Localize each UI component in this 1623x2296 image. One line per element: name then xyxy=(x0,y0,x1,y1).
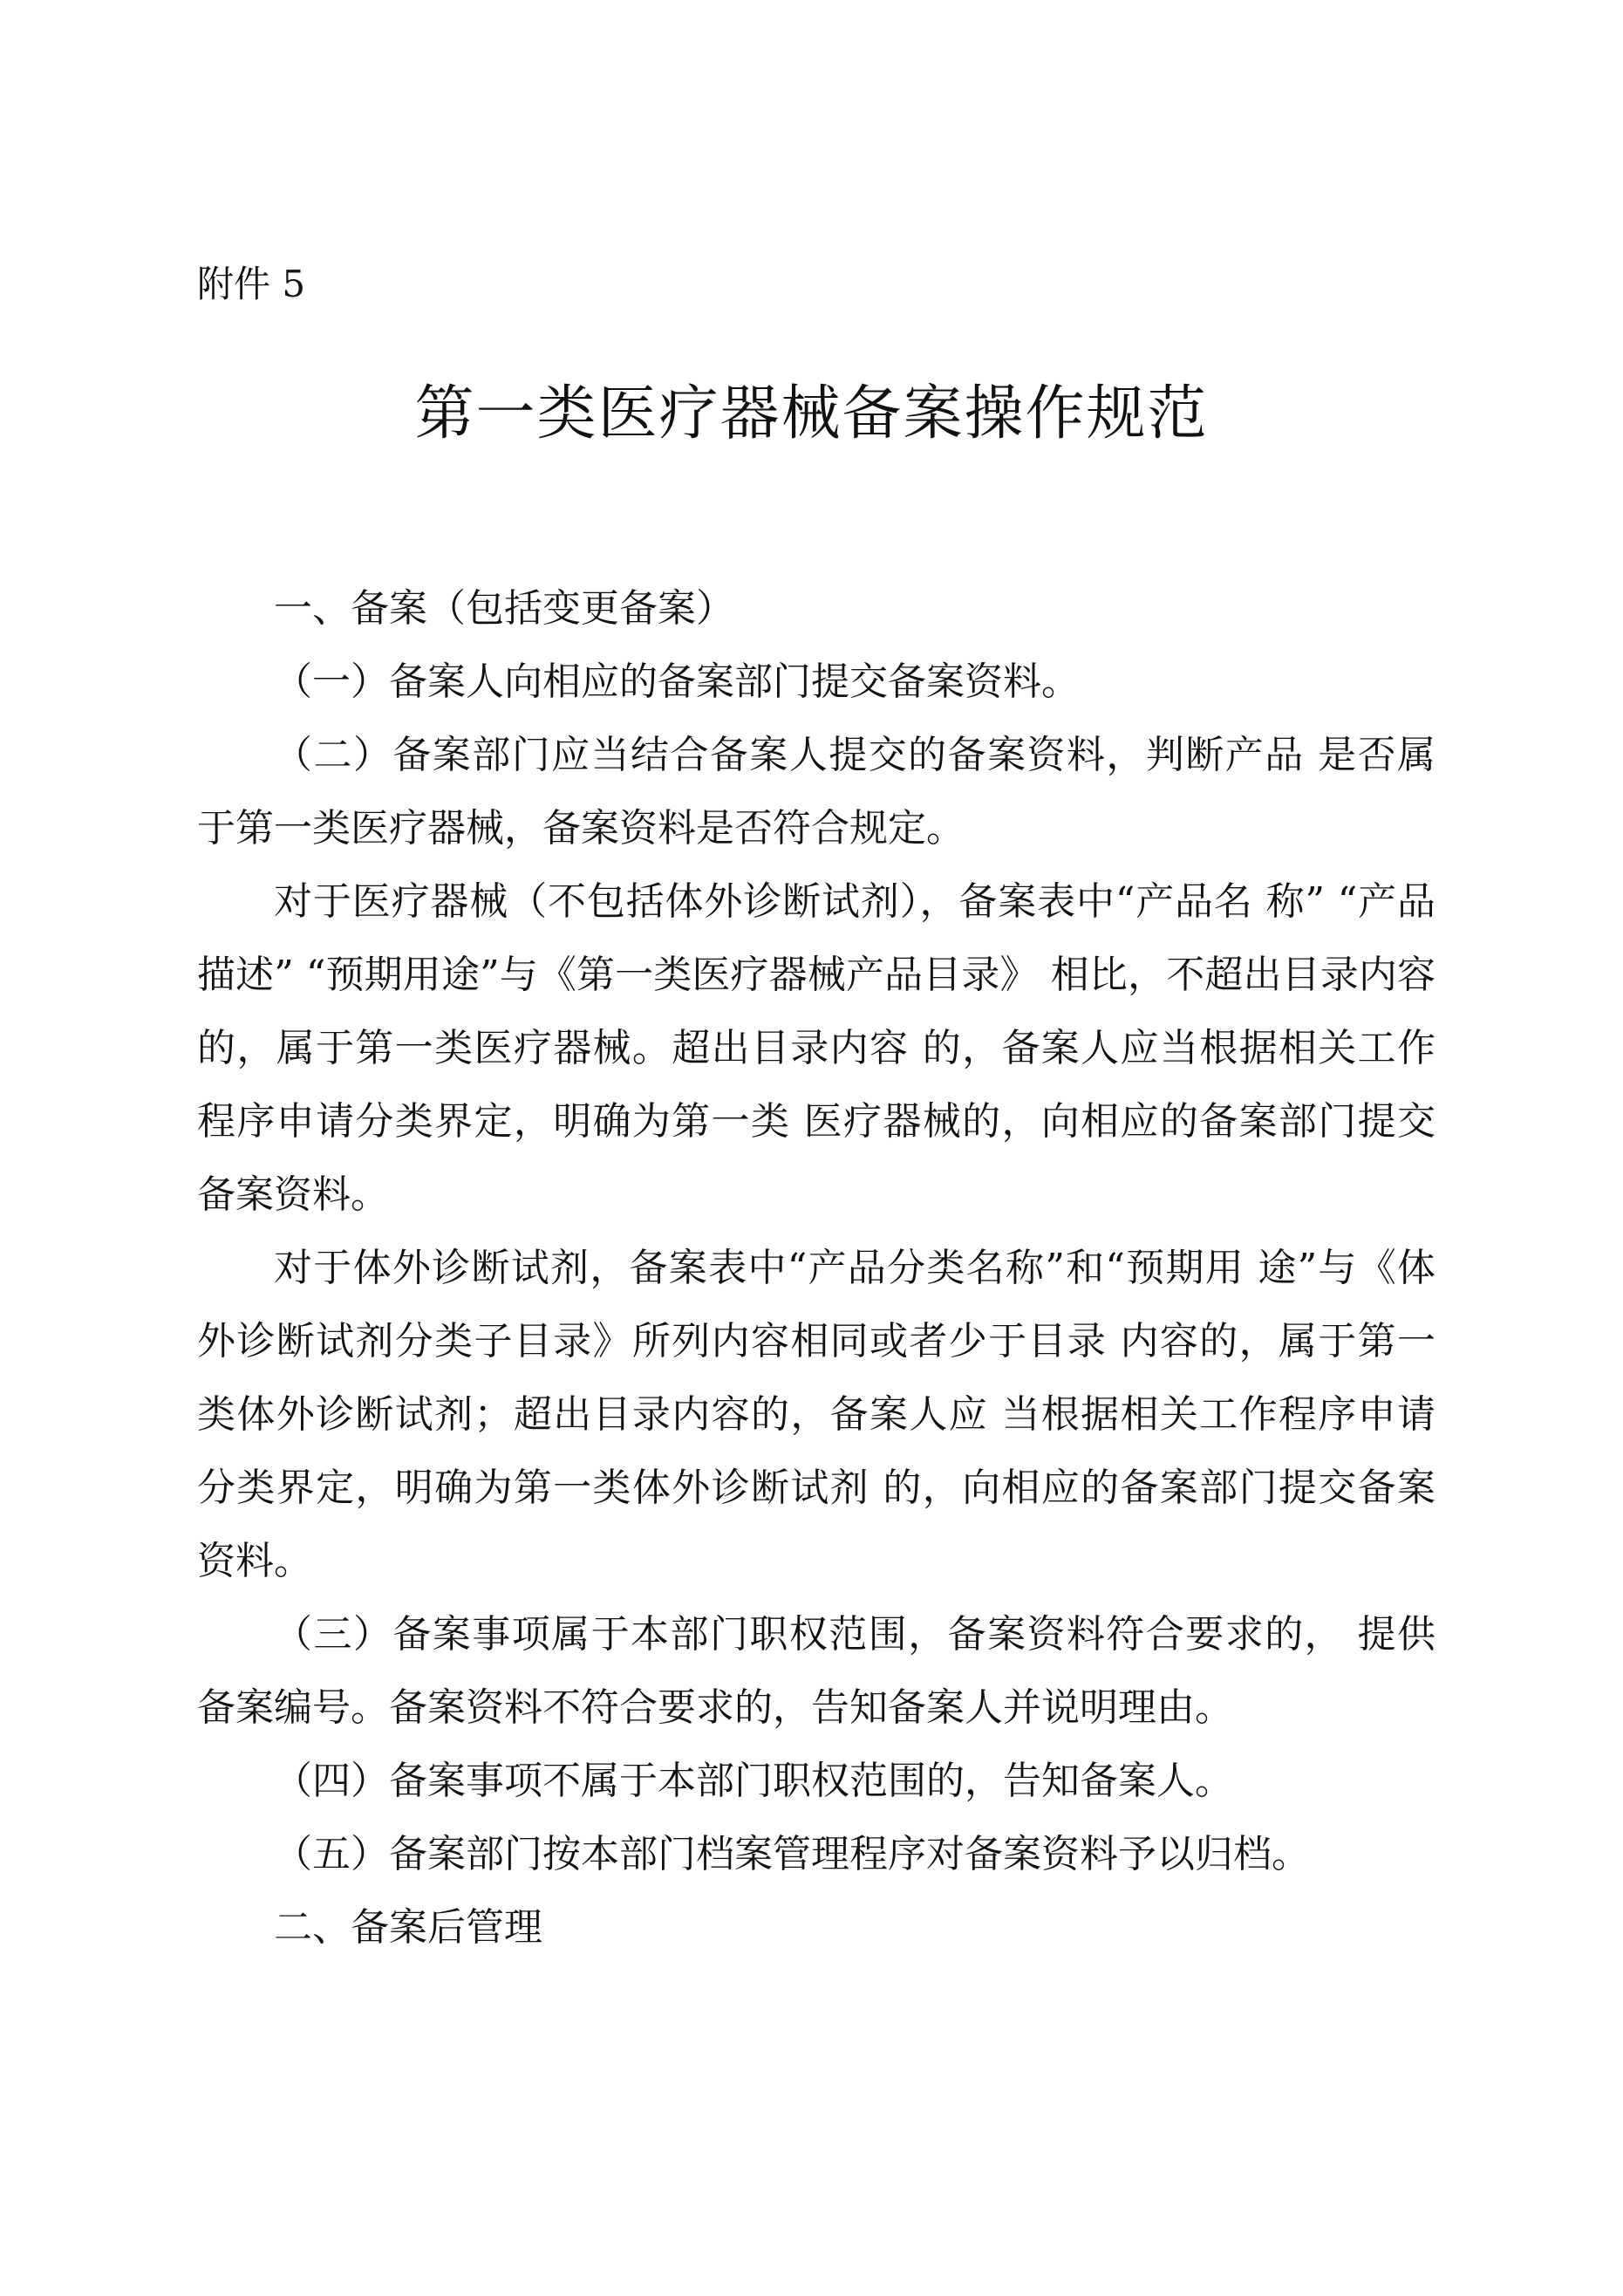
attachment-label: 附件 5 xyxy=(197,263,306,305)
document-body xyxy=(197,572,1435,1965)
paragraph-item-2: （二）备案部门应当结合备案人提交的备案资料，判断产品 是否属于第一类医疗器械，备案资料是否符合规定。 xyxy=(197,733,1435,851)
section-heading-1: 一、备案（包括变更备案） xyxy=(274,586,734,631)
paragraph-ivd-reagents: 对于体外诊断试剂，备案表中“产品分类名称”和“预期用 途”与《体外诊断试剂分类子目录》所列内容相同或者少于目录 内容的，属于第一类体外诊断试剂；超出目录内容的，备案人应 当根据相关工作程序申请分类界定，明确为第一类体外诊断试剂 的，向相应的备案部门提交备案资料。 xyxy=(197,1246,1435,1583)
paragraph-item-5: （五）备案部门按本部门档案管理程序对备案资料予以归档。 xyxy=(274,1832,1310,1876)
paragraph-item-4: （四）备案事项不属于本部门职权范围的，告知备案人。 xyxy=(274,1759,1233,1803)
paragraph-item-3: （三）备案事项属于本部门职权范围，备案资料符合要求的， 提供备案编号。备案资料不符合要求的，告知备案人并说明理由。 xyxy=(197,1612,1435,1730)
paragraph-medical-devices: 对于医疗器械（不包括体外诊断试剂），备案表中“产品名 称” “产品描述” “预期用途”与《第一类医疗器械产品目录》 相比，不超出目录内容的，属于第一类医疗器械。超出目录内容 的，备案人应当根据相关工作程序申请分类界定，明确为第一类 医疗器械的，向相应的备案部门提交备案资料。 xyxy=(197,879,1435,1217)
paragraph-item-1: （一）备案人向相应的备案部门提交备案资料。 xyxy=(274,659,1080,704)
section-heading-2: 二、备案后管理 xyxy=(274,1905,542,1950)
document-title: 第一类医疗器械备案操作规范 xyxy=(414,379,1209,448)
